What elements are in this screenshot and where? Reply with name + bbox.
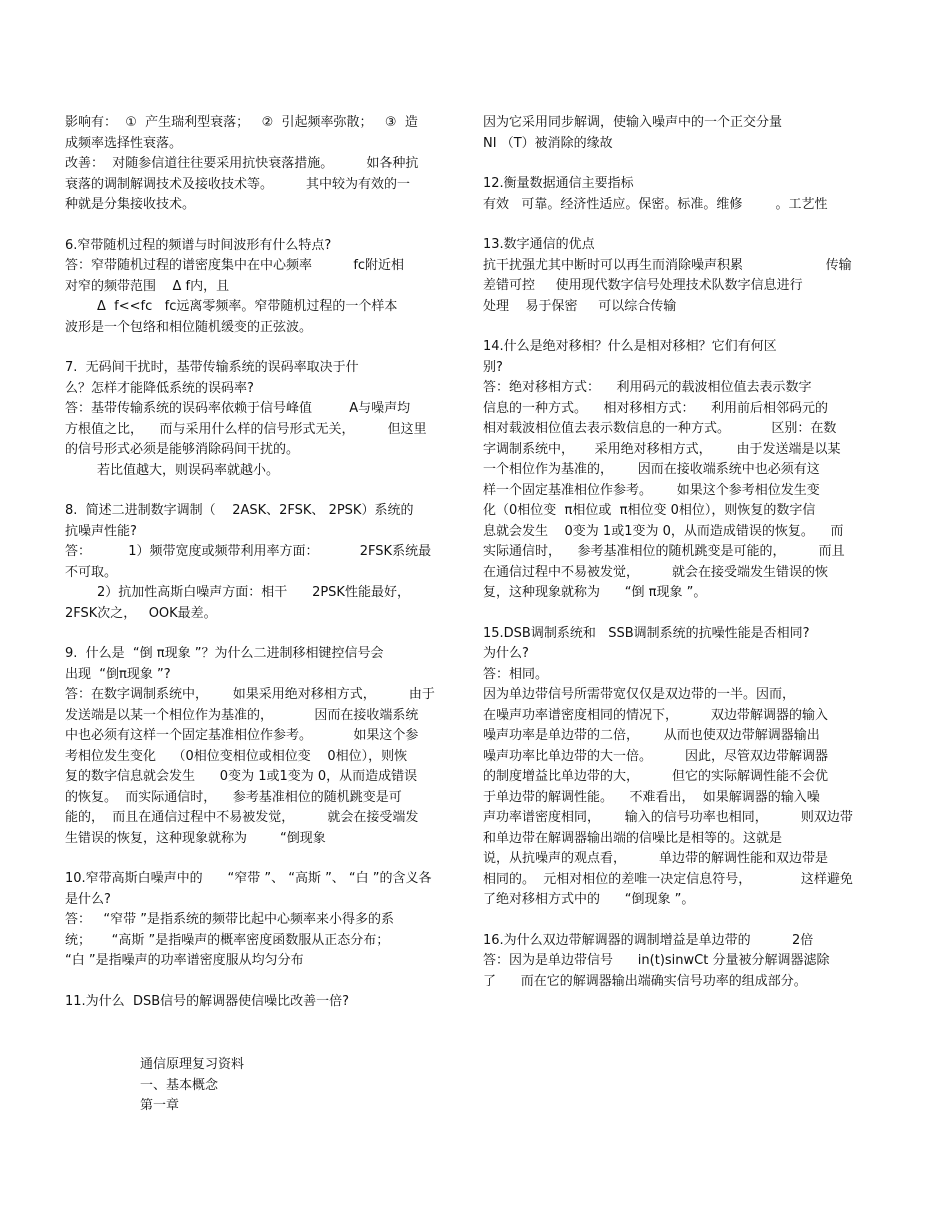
text-line: 别? (483, 359, 503, 375)
text-line: 16.为什么双边带解调器的调制增益是单边带的 2倍 (483, 932, 814, 948)
text-line: 声功率谱密度相同， 输入的信号功率也相同， 则双边带 (483, 810, 853, 825)
text-line: 处理 易于保密 可以综合传输 (483, 298, 677, 314)
footer-title: 通信原理复习资料 (140, 1057, 245, 1072)
text-line: 影响有： ① 产生瑞利型衰落； ② 引起频率弥散； ③ 造 (65, 115, 418, 130)
text-line: 信息的一种方式。 相对移相方式： 利用前后相邻码元的 (483, 400, 829, 416)
text-line: 答：因为是单边带信号 in(t)sinwCt 分量被分解调器滤除 (483, 953, 830, 968)
text-line: 衰落的调制解调技术及接收技术等。 其中较为有效的一 (65, 176, 411, 192)
text-line: 11.为什么 DSB信号的解调器使信噪比改善一倍? (65, 993, 350, 1009)
text-line: 发送端是以某一个相位作为基准的， 因而在接收端系统 (65, 707, 419, 723)
text-line: 不可取。 (65, 564, 118, 580)
text-line: 是什么? (65, 891, 111, 907)
text-line: 复的数字信息就会发生 0变为 1或1变为 0，从而造成错误 (65, 769, 418, 784)
footer-section: 一、基本概念 (140, 1077, 219, 1093)
footer-chapter: 第一章 (140, 1098, 180, 1113)
text-line: 的制度增益比单边带的大， 但它的实际解调性能不会优 (483, 769, 829, 784)
text-line: 一个相位作为基准的， 因而在接收端系统中也必须有这 (483, 462, 820, 477)
text-line: 答：基带传输系统的误码率依赖于信号峰值 A与噪声均 (65, 401, 411, 416)
paragraph-gap (483, 604, 873, 624)
paragraph-gap (65, 481, 450, 501)
text-line: 中也必须有这样一个固定基准相位作参考。 如果这个参 (65, 728, 419, 743)
text-line: 答：相同。 (483, 666, 549, 682)
paragraph-gap (65, 624, 450, 644)
text-line: 的恢复。 而实际通信时， 参考基准相位的随机跳变是可 (65, 789, 402, 805)
text-line: 13.数字通信的优点 (483, 237, 595, 252)
text-line: 10.窄带高斯白噪声中的 “窄带 ”、 “高斯 ”、 “白 ”的含义各 (65, 871, 432, 886)
text-line: 15.DSB调制系统和 SSB调制系统的抗噪性能是否相同? (483, 625, 810, 641)
text-line: 了绝对移相方式中的 “倒现象 ”。 (483, 892, 695, 907)
text-line: 答： “窄带 ”是指系统的频带比起中心频率来小得多的系 (65, 912, 394, 927)
text-line: 抗噪声性能? (65, 523, 137, 539)
paragraph-gap (65, 972, 450, 992)
text-line: 方根值之比， 而与采用什么样的信号形式无关， 但这里 (65, 421, 427, 437)
text-line: 12.衡量数据通信主要指标 (483, 176, 634, 191)
text-line: 种就是分集接收技术。 (65, 197, 196, 212)
text-line: 7. 无码间干扰时，基带传输系统的误码率取决于什 (65, 360, 359, 375)
text-line: 生错误的恢复，这种现象就称为 “倒现象 (65, 830, 326, 846)
text-line: 息就会发生 0变为 1或1变为 0，从而造成错误的恢复。 而 (483, 523, 844, 539)
text-line: 对窄的频带范围 Δ f内，且 (65, 278, 230, 294)
text-line: 在噪声功率谱密度相同的情况下， 双边带解调器的输入 (483, 707, 829, 723)
text-line: 因为它采用同步解调，使输入噪声中的一个正交分量 (483, 115, 783, 130)
text-line: 答：绝对移相方式： 利用码元的载波相位值去表示数字 (483, 380, 812, 395)
text-line: 样一个固定基准相位作参考。 如果这个参考相位发生变 (483, 482, 820, 498)
text-line: 说，从抗噪声的观点看， 单边带的解调性能和双边带是 (483, 851, 829, 866)
text-line: 化（0相位变 π相位或 π相位变 0相位），则恢复的数字信 (483, 503, 816, 518)
paragraph-gap (65, 849, 450, 869)
paragraph-gap (483, 317, 873, 337)
text-line: 6.窄带随机过程的频谱与时间波形有什么特点? (65, 237, 332, 253)
paragraph-gap (65, 338, 450, 358)
text-line: 的信号形式必须是能够消除码间干扰的。 (65, 442, 300, 457)
text-line: 噪声功率比单边带的大一倍。 因此，尽管双边带解调器 (483, 748, 829, 764)
text-line: NI （T）被消除的缘故 (483, 135, 613, 151)
text-line: 统； “高斯 ”是指噪声的概率密度函数服从正态分布； (65, 932, 390, 948)
right-column (483, 113, 873, 992)
text-line: 能的， 而且在通信过程中不易被发觉， 就会在接受端发 (65, 810, 419, 825)
text-line: 实际通信时， 参考基准相位的随机跳变是可能的， 而且 (483, 544, 845, 559)
paragraph-gap (483, 911, 873, 931)
text-line: 出现 “倒π现象 ”? (65, 666, 171, 682)
text-line: 为什么? (483, 646, 529, 661)
text-line: 波形是一个包络和相位随机缓变的正弦波。 (65, 319, 313, 335)
text-line: 了 而在它的解调器输出端确实信号功率的组成部分。 (483, 973, 807, 989)
paragraph-gap (65, 216, 450, 236)
text-line: 若比值越大，则误码率就越小。 (97, 462, 280, 478)
text-line: 字调制系统中， 采用绝对移相方式， 由于发送端是以某 (483, 441, 841, 457)
text-line: Δ f<<fc fc远离零频率。窄带随机过程的一个样本 (97, 299, 398, 314)
paragraph-gap (483, 154, 873, 174)
text-line: 改善： 对随参信道往往要采用抗快衰落措施。 如各种抗 (65, 156, 419, 171)
text-line: 8. 简述二进制数字调制（ 2ASK、2FSK、 2PSK）系统的 (65, 503, 414, 518)
text-line: 复，这种现象就称为 “倒 π现象 ”。 (483, 585, 707, 600)
text-line: 在通信过程中不易被发觉， 就会在接受端发生错误的恢 (483, 564, 829, 580)
text-line: 有效 可靠。经济性适应。保密。标准。维修 。工艺性 (483, 196, 828, 212)
text-line: 噪声功率是单边带的二倍， 从而也使双边带解调器输出 (483, 728, 820, 743)
footer-title-block (140, 1055, 244, 1117)
text-line: 14.什么是绝对移相？什么是相对移相？它们有何区 (483, 339, 777, 354)
left-column (65, 113, 450, 1012)
text-line: 和单边带在解调器输出端的信噪比是相等的。这就是 (483, 830, 783, 846)
text-line: 相对载波相位值去表示数信息的一种方式。 区别：在数 (483, 421, 837, 436)
text-line: 考相位发生变化 （0相位变相位或相位变 0相位），则恢 (65, 748, 408, 764)
paragraph-gap (483, 215, 873, 235)
text-line: 相同的。 元相对相位的差唯一决定信息符号， 这样避免 (483, 871, 853, 887)
text-line: 答：在数字调制系统中， 如果采用绝对移相方式， 由于 (65, 687, 435, 702)
text-line: 9. 什么是 “倒 π现象 ”？为什么二进制移相键控信号会 (65, 646, 384, 661)
text-line: 么？怎样才能降低系统的误码率? (65, 380, 254, 396)
text-line: 答： 1）频带宽度或频带利用率方面： 2FSK系统最 (65, 544, 432, 559)
text-line: 2）抗加性高斯白噪声方面：相干 2PSK性能最好， (97, 585, 410, 600)
text-line: 因为单边带信号所需带宽仅仅是双边带的一半。因而， (483, 687, 796, 702)
text-line: 成频率选择性衰落。 (65, 135, 183, 151)
text-line: 差错可控 使用现代数字信号处理技术队数字信息进行 (483, 278, 803, 293)
text-line: 答：窄带随机过程的谱密度集中在中心频率 fc附近相 (65, 258, 405, 273)
text-line: 于单边带的解调性能。 不难看出， 如果解调器的输入噪 (483, 789, 820, 805)
text-line: 抗干扰强尤其中断时可以再生而消除噪声积累 传输 (483, 257, 852, 273)
text-line: 2FSK次之， OOK最差。 (65, 605, 217, 621)
text-line: “白 ”是指噪声的功率谱密度服从均匀分布 (65, 953, 304, 968)
